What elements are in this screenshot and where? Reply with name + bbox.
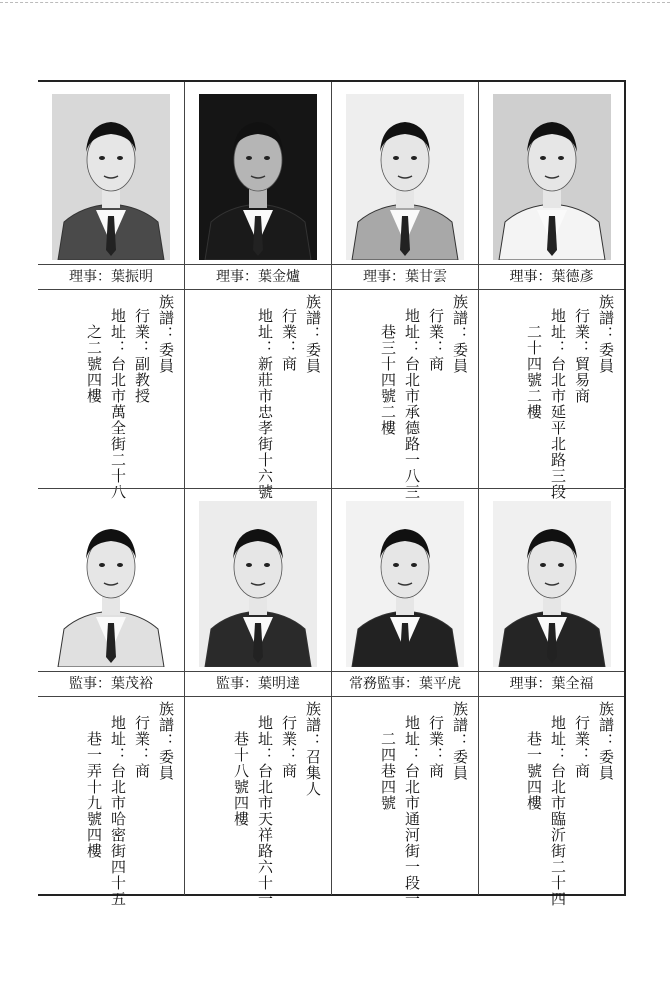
- member-card: [38, 489, 185, 907]
- member-info-line: 行業：副教授: [133, 308, 151, 404]
- member-info-line: 地址：台北市承德路一八三: [403, 308, 421, 500]
- member-info: [84, 294, 176, 500]
- member-role: 監事 ：: [69, 676, 111, 692]
- member-name: 葉茂裕: [111, 676, 153, 692]
- member-info-line: 地址：新莊市忠孝街十六號: [256, 308, 274, 500]
- member-info-line: 族譜：委員: [597, 294, 615, 374]
- member-info-line: 族譜：委員: [304, 294, 322, 374]
- portrait-photo: [493, 94, 611, 260]
- member-role: 監事 ：: [216, 676, 258, 692]
- member-name: 葉金爐: [258, 269, 300, 285]
- portrait-photo: [346, 94, 464, 260]
- member-info-line: 地址：台北市臨沂街二十四: [549, 715, 567, 907]
- member-title: [332, 264, 478, 290]
- member-name: 葉全福: [551, 676, 594, 692]
- member-info: [231, 701, 323, 907]
- page-top-rule: [0, 2, 670, 4]
- member-title: [38, 264, 184, 290]
- member-role: 常務監事 ：: [349, 676, 419, 692]
- member-card: [479, 489, 626, 907]
- portrait-photo: [52, 94, 170, 260]
- member-info: [378, 294, 470, 500]
- member-info-line: 行業：商: [427, 308, 445, 372]
- member-info-line: 巷十八號四樓: [232, 731, 250, 827]
- member-info-line: 地址：台北市天祥路六十一: [256, 715, 274, 907]
- member-row-2: [38, 488, 626, 907]
- member-info-line: 地址：台北市萬全街二十八: [109, 308, 127, 500]
- member-info-line: 族譜：委員: [157, 294, 175, 374]
- portrait-photo-icon: [199, 94, 317, 260]
- member-info-line: 之二號四樓: [85, 324, 103, 404]
- member-info-line: 族譜：委員: [451, 701, 469, 781]
- member-role: 理事 ：: [510, 269, 552, 285]
- member-info: [524, 701, 616, 907]
- member-info-line: 巷一弄十九號四樓: [85, 731, 103, 859]
- member-title: [332, 671, 478, 697]
- member-role: 理事 ：: [510, 676, 552, 692]
- member-info-line: 地址：台北市哈密街四十五: [109, 715, 127, 907]
- member-title: [185, 671, 331, 697]
- member-directory-table: [38, 80, 626, 907]
- member-info-line: 行業：貿易商: [573, 308, 591, 404]
- member-info-line: 二四巷四號: [379, 731, 397, 811]
- member-info-line: 行業：商: [280, 715, 298, 779]
- member-info-line: 族譜：委員: [597, 701, 615, 781]
- member-name: 葉甘雲: [405, 269, 447, 285]
- portrait-photo-icon: [346, 501, 464, 667]
- member-info-line: 行業：商: [133, 715, 151, 779]
- member-info-line: 行業：商: [280, 308, 298, 372]
- member-info-line: 族譜：委員: [157, 701, 175, 781]
- portrait-photo-icon: [199, 501, 317, 667]
- portrait-photo: [199, 501, 317, 667]
- member-info: [524, 294, 616, 500]
- portrait-photo-icon: [493, 94, 611, 260]
- member-info: [255, 294, 323, 500]
- member-card: [479, 82, 626, 500]
- portrait-photo-icon: [52, 501, 170, 667]
- member-card: [185, 82, 332, 500]
- member-info-line: 行業：商: [573, 715, 591, 779]
- member-role: 理事 ：: [69, 269, 111, 285]
- member-card: [38, 82, 185, 500]
- member-title: [479, 264, 624, 290]
- member-row-1: [38, 80, 626, 500]
- member-name: 葉德彥: [551, 269, 594, 285]
- portrait-photo: [52, 501, 170, 667]
- member-info-line: 族譜：召集人: [304, 701, 322, 797]
- member-info-line: 行業：商: [427, 715, 445, 779]
- portrait-photo: [346, 501, 464, 667]
- member-info-line: 巷三十四號二樓: [379, 324, 397, 436]
- member-info-line: 族譜：委員: [451, 294, 469, 374]
- member-title: [185, 264, 331, 290]
- member-name: 葉平虎: [419, 676, 461, 692]
- member-info: [378, 701, 470, 907]
- member-info-line: 巷一號四樓: [525, 731, 543, 811]
- member-name: 葉振明: [111, 269, 153, 285]
- member-info: [84, 701, 176, 907]
- member-info-line: 地址：台北市延平北路三段: [549, 308, 567, 500]
- member-card: [185, 489, 332, 907]
- member-role: 理事 ：: [216, 269, 258, 285]
- member-name: 葉明達: [258, 676, 300, 692]
- portrait-photo-icon: [493, 501, 611, 667]
- portrait-photo: [493, 501, 611, 667]
- member-title: [479, 671, 624, 697]
- member-card: [332, 82, 479, 500]
- portrait-photo-icon: [346, 94, 464, 260]
- member-title: [38, 671, 184, 697]
- portrait-photo: [199, 94, 317, 260]
- portrait-photo-icon: [52, 94, 170, 260]
- member-info-line: 地址：台北市通河街一段一: [403, 715, 421, 907]
- member-role: 理事 ：: [363, 269, 405, 285]
- member-info-line: 二十四號二樓: [525, 324, 543, 420]
- member-card: [332, 489, 479, 907]
